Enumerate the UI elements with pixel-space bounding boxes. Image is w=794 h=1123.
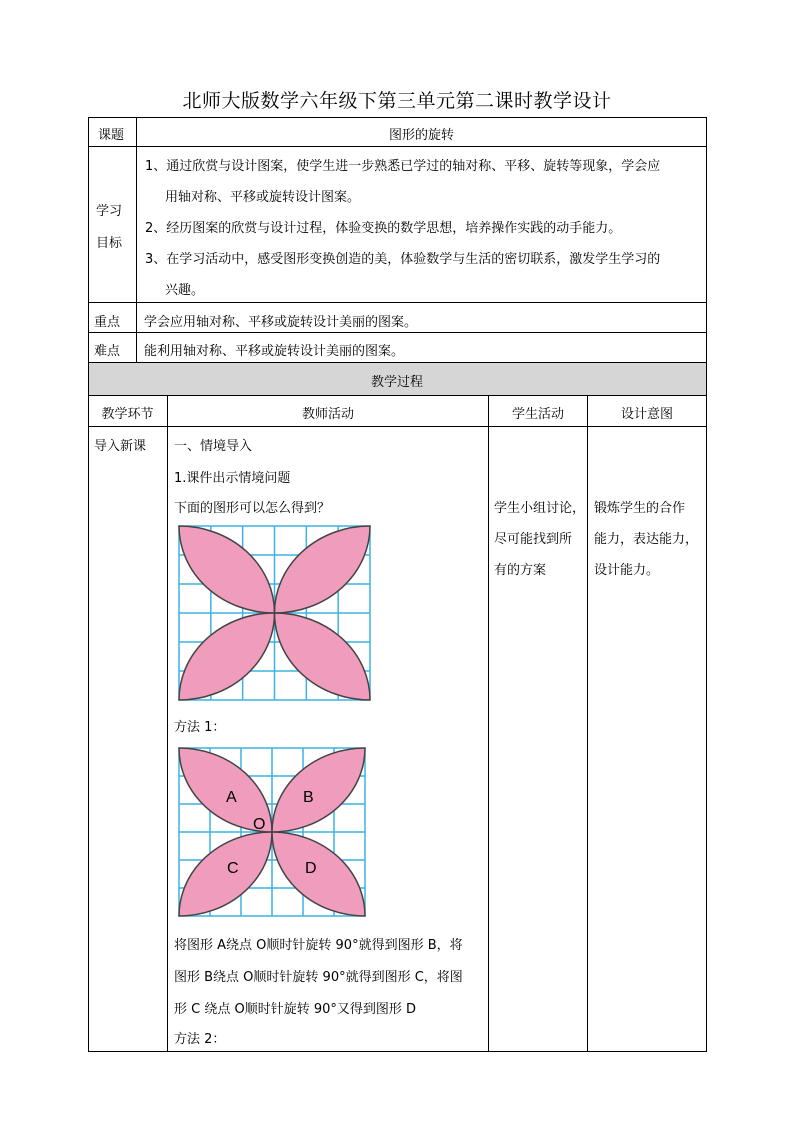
- goals-label: 目标: [96, 236, 123, 251]
- teacher-step: 1.课件出示情境问题: [174, 471, 291, 486]
- student-activity: 学生小组讨论，: [494, 501, 586, 516]
- pattern-figure-2: [177, 746, 367, 918]
- process-section-title: 教学过程: [370, 375, 423, 390]
- teacher-question: 下面的图形可以怎么得到？: [174, 501, 331, 516]
- table-border: [88, 117, 707, 118]
- petal-c: [179, 613, 275, 700]
- table-border: [88, 332, 707, 333]
- petal-d: [272, 832, 365, 916]
- design-intent: 锻炼学生的合作: [594, 501, 686, 516]
- design-intent: 设计能力。: [594, 563, 660, 578]
- table-border: [136, 117, 137, 363]
- petal-d: [275, 613, 371, 700]
- goal-item: 1、通过欣赏与设计图案，使学生进一步熟悉已学过的轴对称、平移、旋转等现象，学会应: [145, 159, 661, 174]
- rotation-description: 图形 B绕点 O顺时针旋转 90°就得到图形 C，将图: [174, 970, 463, 985]
- table-border: [88, 302, 707, 303]
- petal-c: [179, 832, 272, 916]
- table-border: [706, 117, 707, 1052]
- difficulty-value: 能利用轴对称、平移或旋转设计美丽的图案。: [144, 344, 405, 359]
- table-border: [88, 117, 89, 1052]
- table-border: [88, 395, 707, 396]
- column-header: 教师活动: [301, 407, 354, 422]
- goal-item: 兴趣。: [165, 283, 205, 298]
- petal-b: [272, 748, 365, 832]
- student-activity: 尽可能找到所: [494, 532, 573, 547]
- goal-item: 2、经历图案的欣赏与设计过程，体验变换的数学思想，培养操作实践的动手能力。: [145, 221, 622, 236]
- stage-label: 导入新课: [94, 439, 147, 454]
- table-border: [88, 426, 707, 427]
- petal-a: [179, 526, 275, 613]
- label-a: A: [226, 789, 237, 806]
- table-border: [488, 395, 489, 1052]
- student-activity: 有的方案: [494, 563, 547, 578]
- label-o: O: [253, 816, 266, 833]
- key-point-label: 重点: [94, 315, 121, 330]
- column-header: 学生活动: [511, 407, 564, 422]
- key-point-value: 学会应用轴对称、平移或旋转设计美丽的图案。: [144, 315, 418, 330]
- difficulty-label: 难点: [94, 344, 121, 359]
- table-border: [88, 362, 707, 363]
- column-header: 教学环节: [101, 407, 154, 422]
- label-d: D: [305, 860, 317, 877]
- document-title: 北师大版数学六年级下第三单元第二课时教学设计: [182, 90, 612, 112]
- column-header: 设计意图: [620, 407, 673, 422]
- rotation-description: 形 C 绕点 O顺时针旋转 90°又得到图形 D: [174, 1002, 417, 1017]
- table-border: [167, 395, 168, 1052]
- method-1-label: 方法 1：: [174, 720, 226, 735]
- table-border: [88, 146, 707, 147]
- pattern-figure-1: [177, 524, 372, 702]
- goal-item: 用轴对称、平移或旋转设计图案。: [165, 190, 361, 205]
- topic-label: 课题: [98, 128, 125, 143]
- topic-value: 图形的旋转: [388, 128, 454, 143]
- label-b: B: [303, 789, 314, 806]
- table-border: [587, 395, 588, 1052]
- teacher-heading: 一、情境导入: [174, 439, 253, 454]
- table-border: [88, 1051, 707, 1052]
- method-2-label: 方法 2：: [174, 1032, 226, 1047]
- petal-b: [275, 526, 371, 613]
- rotation-description: 将图形 A绕点 O顺时针旋转 90°就得到图形 B，将: [174, 938, 463, 953]
- goal-item: 3、在学习活动中，感受图形变换创造的美，体验数学与生活的密切联系，激发学生学习的: [145, 252, 661, 267]
- goals-label: 学习: [96, 204, 123, 219]
- label-c: C: [227, 860, 239, 877]
- design-intent: 能力，表达能力，: [594, 532, 699, 547]
